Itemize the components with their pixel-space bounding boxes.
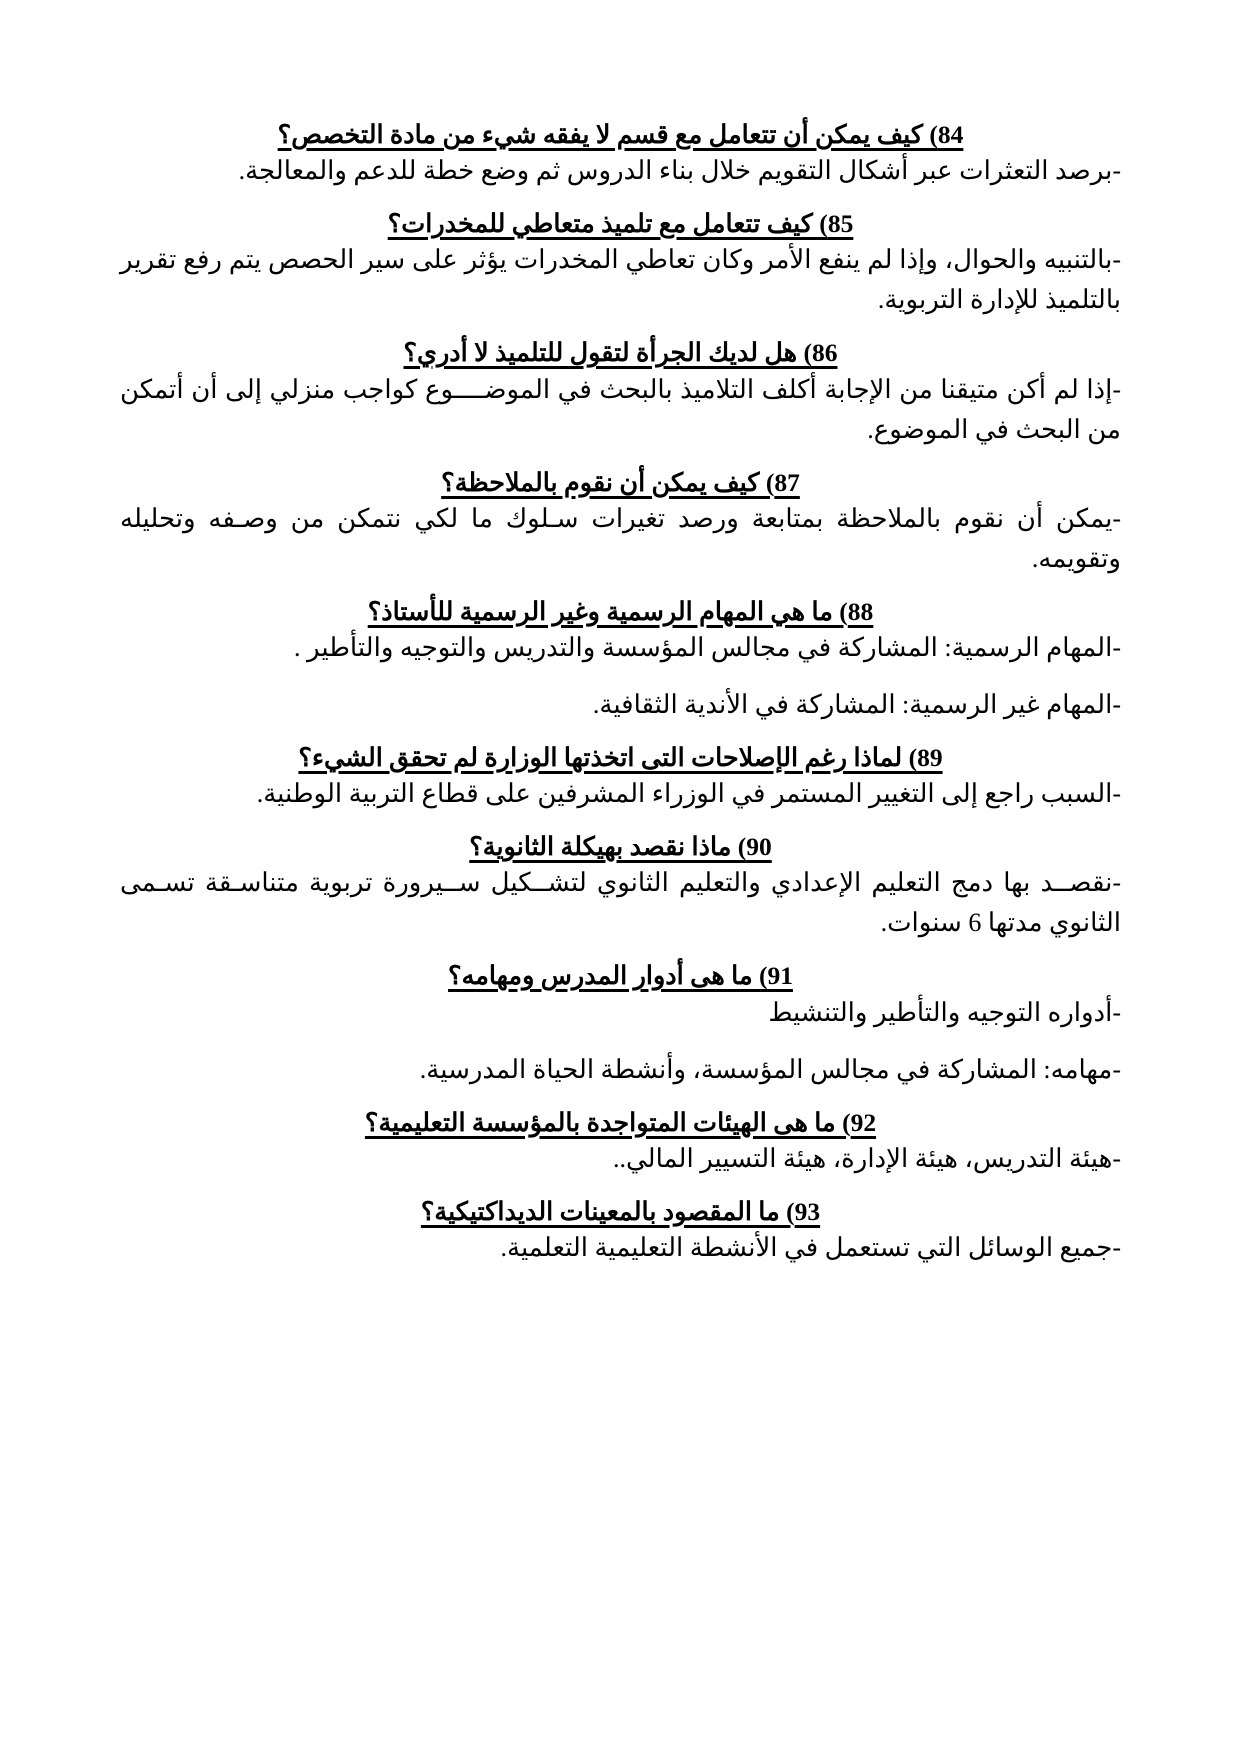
qa-block-88 xyxy=(120,595,1121,725)
question-wrap-92 xyxy=(120,1106,1121,1139)
answer-91-2: -مهامه: المشاركة في مجالس المؤسسة، وأنشطة الحياة المدرسية. xyxy=(419,1054,1121,1084)
question-wrap-93 xyxy=(120,1195,1121,1228)
question-92: 92) ما هى الهيئات المتواجدة بالمؤسسة التعليمية؟ xyxy=(364,1107,877,1137)
question-wrap-85 xyxy=(120,207,1121,240)
question-wrap-86 xyxy=(120,336,1121,369)
answer-89-1: -السبب راجع إلى التغيير المستمر في الوزراء المشرفين على قطاع التربية الوطنية. xyxy=(256,779,1121,809)
question-wrap-87 xyxy=(120,466,1121,499)
question-84: 84) كيف يمكن أن تتعامل مع قسم لا يفقه شيء من مادة التخصص؟ xyxy=(277,120,964,149)
qa-block-90 xyxy=(120,830,1121,943)
answer-92-1: -هيئة التدريس، هيئة الإدارة، هيئة التسيير المالي.. xyxy=(613,1143,1121,1173)
qa-block-84 xyxy=(120,118,1121,191)
qa-block-92 xyxy=(120,1106,1121,1179)
answer-88-2: -المهام غير الرسمية: المشاركة في الأندية الثقافية. xyxy=(592,689,1121,719)
question-wrap-84 xyxy=(120,118,1121,151)
question-wrap-90 xyxy=(120,830,1121,863)
question-wrap-89 xyxy=(120,741,1121,774)
qa-block-91 xyxy=(120,959,1121,1089)
answer-90-1: -نقصــد بها دمج التعليم الإعدادي والتعليم الثانوي لتشــكيل ســيرورة تربوية متناسـقة تسـمى الثانوي مدتها 6 سنوات. xyxy=(120,868,1121,938)
qa-block-89 xyxy=(120,741,1121,814)
answer-93-1: -جميع الوسائل التي تستعمل في الأنشطة التعليمية التعلمية. xyxy=(500,1232,1121,1262)
answer-84-1: -برصد التعثرات عبر أشكال التقويم خلال بناء الدروس ثم وضع خطة للدعم والمعالجة. xyxy=(238,156,1121,186)
answer-85-1: -بالتنبيه والحوال، وإذا لم ينفع الأمر وكان تعاطي المخدرات يؤثر على سير الحصص يتم رفع تقرير بالتلميذ للإدارة التربوية. xyxy=(120,245,1121,315)
qa-block-86 xyxy=(120,336,1121,449)
answer-88-1: -المهام الرسمية: المشاركة في مجالس المؤسسة والتدريس والتوجيه والتأطير . xyxy=(294,632,1121,662)
question-86: 86) هل لديك الجرأة لتقول للتلميذ لا أدري؟ xyxy=(403,338,838,368)
qa-block-93 xyxy=(120,1195,1121,1268)
question-wrap-91 xyxy=(120,959,1121,992)
question-91: 91) ما هى أدوار المدرس ومهامه؟ xyxy=(448,961,793,991)
qa-block-87 xyxy=(120,466,1121,579)
document-content xyxy=(120,118,1121,1268)
question-89: 89) لماذا رغم الإصلاحات التى اتخذتها الوزارة لم تحقق الشيء؟ xyxy=(298,742,943,772)
answer-91-1: -أدواره التوجيه والتأطير والتنشيط xyxy=(768,997,1121,1027)
question-87: 87) كيف يمكن أن نقوم بالملاحظة؟ xyxy=(441,467,800,497)
answer-87-1: -يمكن أن نقوم بالملاحظة بمتابعة ورصد تغيرات سـلوك ما لكي نتمكن من وصـفه وتحليله وتقويمه. xyxy=(120,503,1121,573)
question-90: 90) ماذا نقصد بهيكلة الثانوية؟ xyxy=(469,832,772,862)
question-85: 85) كيف تتعامل مع تلميذ متعاطي للمخدرات؟ xyxy=(387,209,854,239)
question-wrap-88 xyxy=(120,595,1121,628)
answer-86-1: -إذا لم أكن متيقنا من الإجابة أكلف التلاميذ بالبحث في الموضــــوع كواجب منزلي إلى أن أتمكن من البحث في الموضوع. xyxy=(120,374,1121,444)
question-93: 93) ما المقصود بالمعينات الديداكتيكية؟ xyxy=(420,1196,821,1226)
qa-block-85 xyxy=(120,207,1121,320)
question-88: 88) ما هي المهام الرسمية وغير الرسمية للأستاذ؟ xyxy=(367,596,874,626)
